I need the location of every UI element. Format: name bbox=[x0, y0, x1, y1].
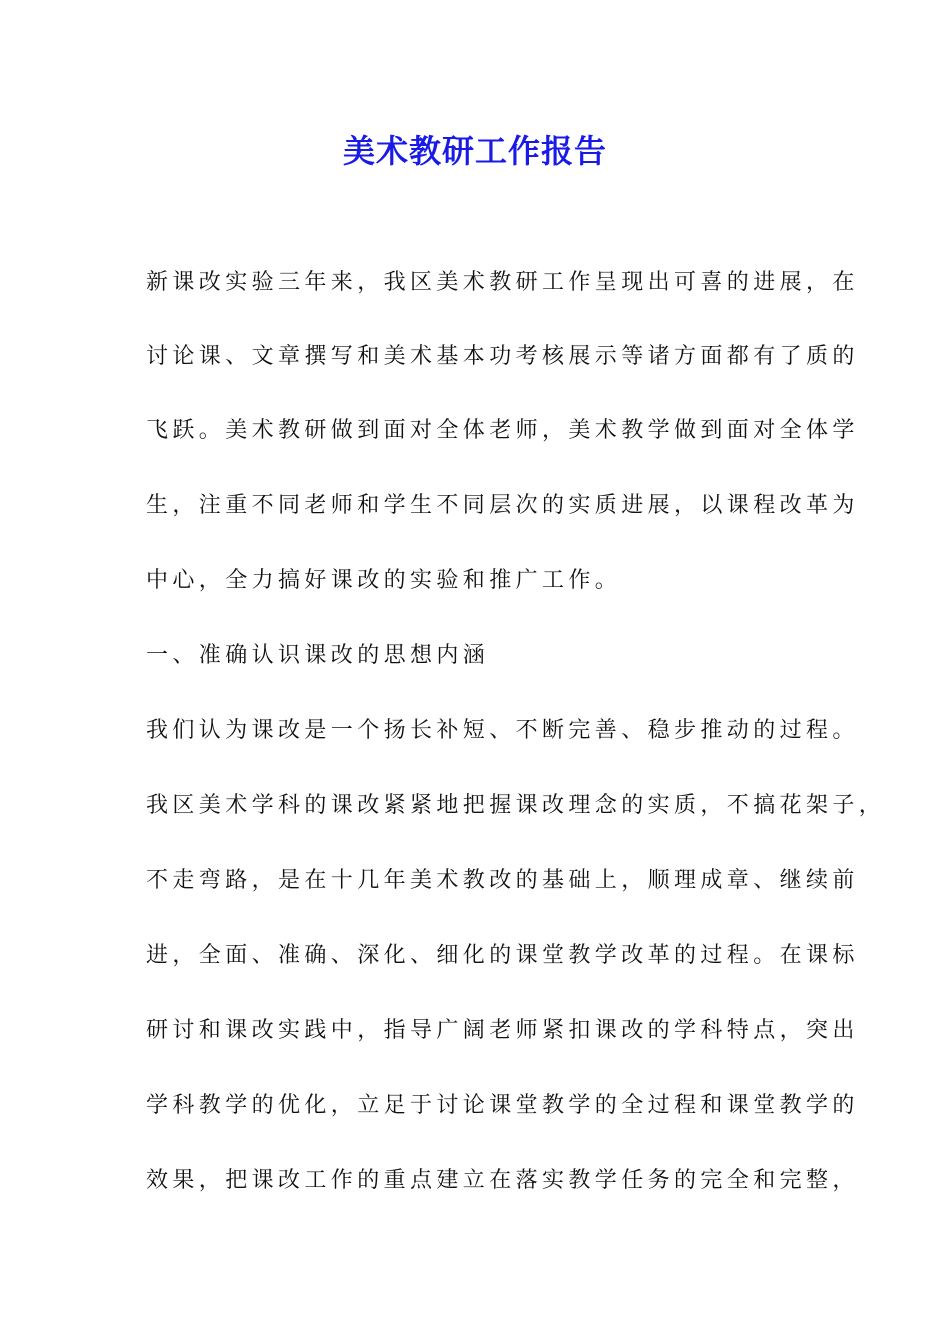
paragraph-line-1: 新课改实验三年来，我区美术教研工作呈现出可喜的进展，在 bbox=[146, 270, 859, 295]
paragraph-line-6: 我们认为课改是一个扬长补短、不断完善、稳步推动的过程。 bbox=[146, 718, 859, 743]
paragraph-line-5: 中心，全力搞好课改的实验和推广工作。 bbox=[146, 568, 622, 593]
paragraph-line-3: 飞跃。美术教研做到面对全体老师，美术教学做到面对全体学 bbox=[146, 418, 859, 443]
paragraph-line-12: 效果，把课改工作的重点建立在落实教学任务的完全和完整， bbox=[146, 1168, 859, 1193]
paragraph-line-4: 生，注重不同老师和学生不同层次的实质进展，以课程改革为 bbox=[146, 493, 859, 518]
document-title: 美术教研工作报告 bbox=[342, 132, 607, 170]
paragraph-line-11: 学科教学的优化，立足于讨论课堂教学的全过程和课堂教学的 bbox=[146, 1093, 859, 1118]
paragraph-line-9: 进，全面、准确、深化、细化的课堂教学改革的过程。在课标 bbox=[146, 943, 859, 968]
section-heading: 一、准确认识课改的思想内涵 bbox=[146, 643, 490, 668]
paragraph-line-7: 我区美术学科的课改紧紧地把握课改理念的实质，不搞花架子， bbox=[146, 793, 886, 818]
paragraph-line-2: 讨论课、文章撰写和美术基本功考核展示等诸方面都有了质的 bbox=[146, 344, 859, 369]
paragraph-line-8: 不走弯路，是在十几年美术教改的基础上，顺理成章、继续前 bbox=[146, 868, 859, 893]
paragraph-line-10: 研讨和课改实践中，指导广阔老师紧扣课改的学科特点，突出 bbox=[146, 1018, 859, 1043]
